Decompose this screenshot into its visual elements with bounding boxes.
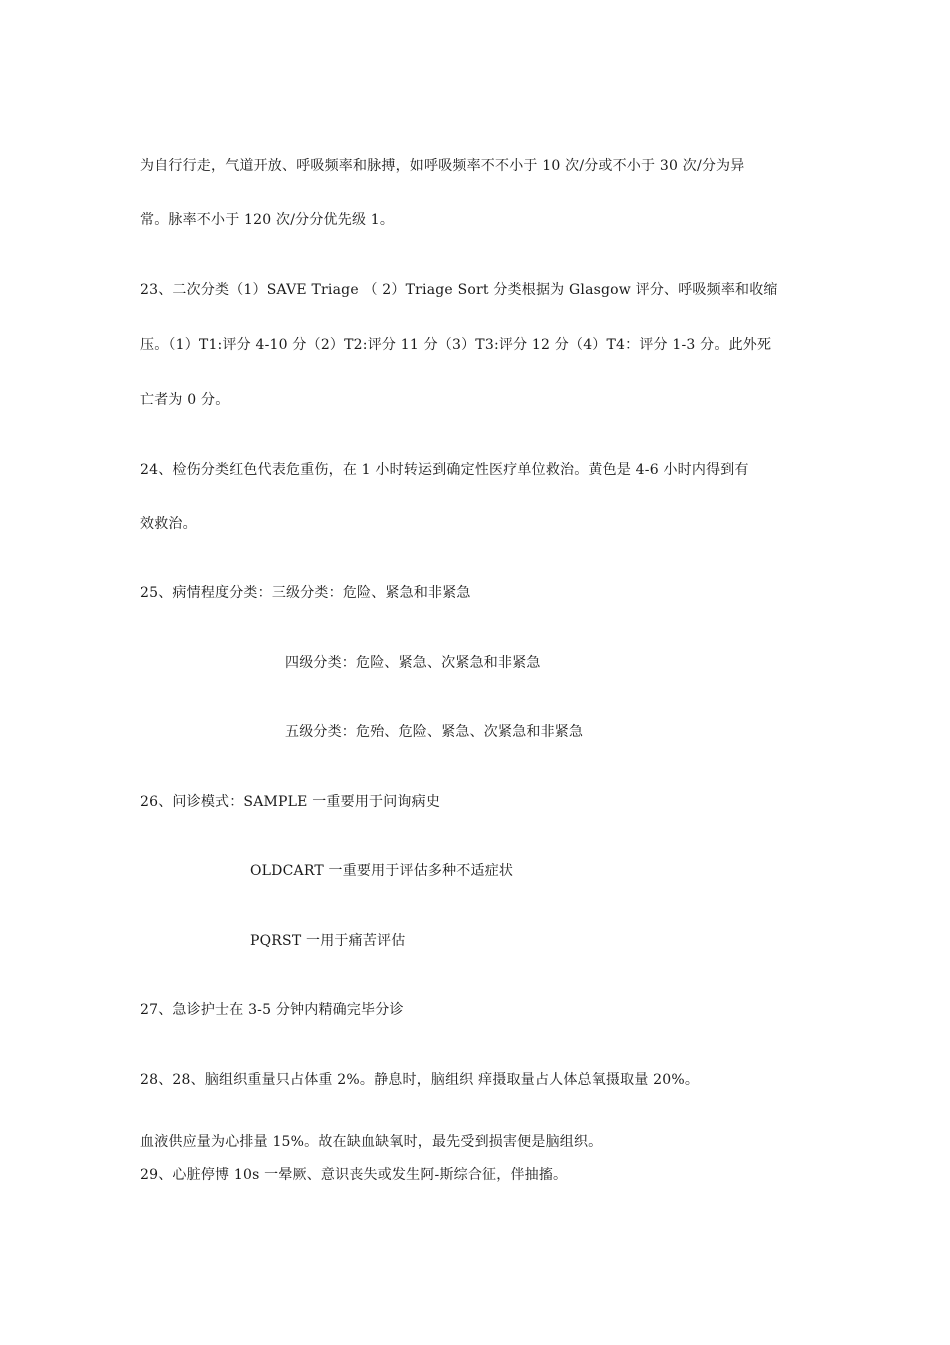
text-line: 五级分类：危殆、危险、紧急、次紧急和非紧急 [285,724,584,740]
text-line: 28、28、脑组织重量只占体重 2%。静息时，脑组织 痒摄取量占人体总氧摄取量 20%。 [140,1072,700,1088]
text-line: 24、检伤分类红色代表危重伤，在 1 小时转运到确定性医疗单位救治。黄色是 4-6 小时内得到有 [140,462,749,478]
text-line: 23、二次分类（1）SAVE Triage （ 2）Triage Sort 分类根据为 Glasgow 评分、呼吸频率和收缩 [140,282,778,298]
text-line: 压。（1）T1:评分 4-10 分（2）T2:评分 11 分（3）T3:评分 12 分（4）T4：评分 1-3 分。此外死 [140,337,772,353]
text-line: 26、问诊模式：SAMPLE 一重要用于问询病史 [140,794,441,810]
text-line: 血液供应量为心排量 15%。故在缺血缺氧时，最先受到损害便是脑组织。 [140,1134,603,1150]
text-line: 为自行行走，气道开放、呼吸频率和脉搏，如呼吸频率不不小于 10 次/分或不小于 30 次/分为异 [140,158,745,174]
text-line: 27、急诊护士在 3-5 分钟内精确完毕分诊 [140,1002,404,1018]
text-line: PQRST 一用于痛苦评估 [250,933,406,949]
text-line: 常。脉率不小于 120 次/分分优先级 1。 [140,212,395,228]
text-line: 亡者为 0 分。 [140,392,230,408]
text-line: 四级分类：危险、紧急、次紧急和非紧急 [285,655,541,671]
text-line: 效救治。 [140,516,197,532]
text-line: OLDCART 一重要用于评估多种不适症状 [250,863,514,879]
text-line: 29、心脏停博 10s 一晕厥、意识丧失或发生阿-斯综合征，伴抽搐。 [140,1167,568,1183]
text-line: 25、病情程度分类：三级分类：危险、紧急和非紧急 [140,585,471,601]
